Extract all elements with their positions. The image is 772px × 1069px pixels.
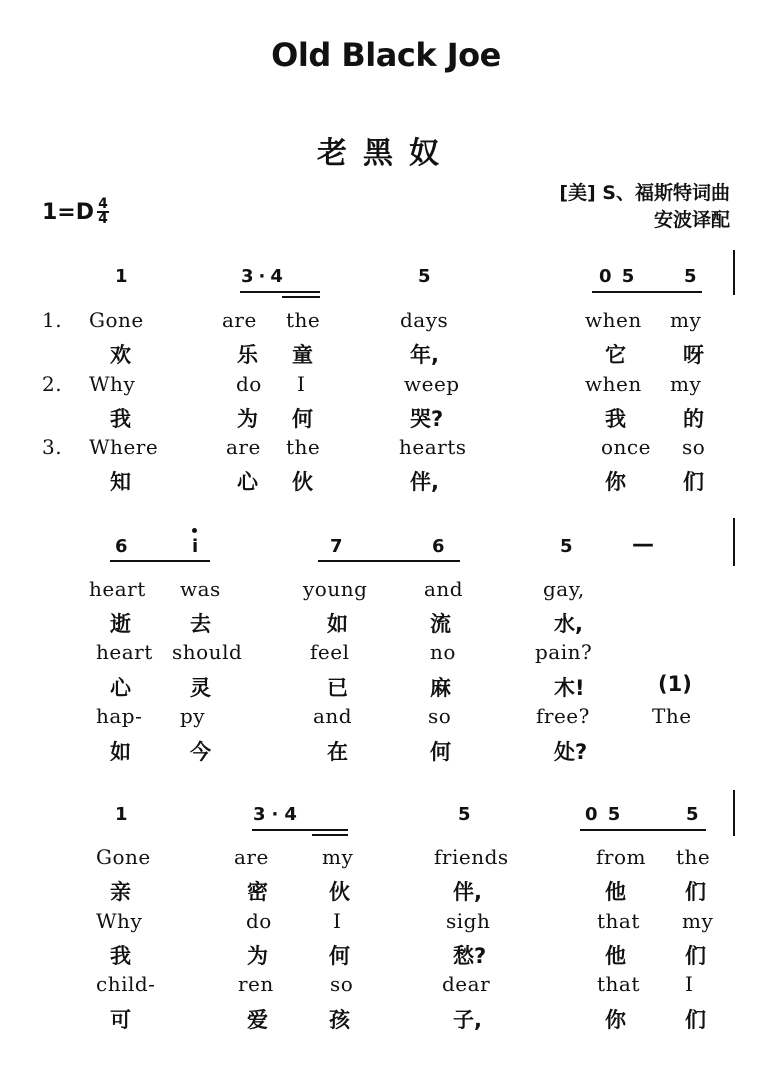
- underline: [580, 829, 706, 831]
- lyric-en: was: [180, 577, 221, 601]
- lyric-en: heart: [89, 577, 146, 601]
- lyric-en: gay,: [543, 577, 585, 601]
- lyric-zh: 如: [327, 612, 348, 636]
- lyric-en: I: [333, 909, 342, 933]
- lyric-zh: 何: [329, 944, 350, 968]
- lyric-en: the: [676, 845, 711, 869]
- lyric-en: The: [652, 704, 692, 728]
- dash: —: [632, 532, 652, 557]
- lyric-zh: 年,: [410, 343, 439, 367]
- lyric-zh: 你: [605, 470, 626, 494]
- lyric-en: are: [222, 308, 257, 332]
- lyric-zh: 何: [292, 407, 313, 431]
- note: 5: [560, 536, 573, 557]
- lyric-en: are: [226, 435, 261, 459]
- barline: [733, 518, 735, 566]
- note: 5: [458, 804, 471, 825]
- lyric-en: no: [430, 640, 456, 664]
- lyric-zh: 逝: [110, 612, 131, 636]
- key-signature: [42, 198, 109, 226]
- lyric-zh: 呀: [683, 343, 704, 367]
- lyric-en: Gone: [96, 845, 151, 869]
- lyric-zh: 今: [190, 740, 211, 764]
- lyric-en: the: [286, 308, 321, 332]
- lyric-zh: 木!: [554, 676, 585, 700]
- lyric-en: that: [597, 909, 640, 933]
- lyric-zh: 已: [327, 676, 348, 700]
- lyric-en: dear: [442, 972, 491, 996]
- lyric-en: my: [670, 308, 702, 332]
- lyric-en: so: [428, 704, 452, 728]
- underline: [312, 834, 348, 836]
- high-octave-dot: [192, 528, 197, 533]
- note: 5: [418, 266, 431, 287]
- lyric-en: Why: [89, 372, 136, 396]
- underline: [110, 560, 210, 562]
- lyric-zh: 孩: [329, 1008, 350, 1032]
- lyric-zh: 处?: [554, 740, 588, 764]
- lyric-zh: 伙: [329, 880, 350, 904]
- verse-number: 2.: [42, 372, 63, 396]
- key-label: 1=D: [42, 199, 95, 225]
- lyric-zh: 的: [683, 407, 704, 431]
- credits: [559, 180, 730, 234]
- lyric-zh: 在: [327, 740, 348, 764]
- lyric-zh: 你: [605, 1008, 626, 1032]
- lyric-en: heart: [96, 640, 153, 664]
- lyric-zh: 心: [110, 676, 131, 700]
- composer-credit: [美] S、福斯特词曲: [559, 182, 730, 204]
- lyric-en: from: [596, 845, 646, 869]
- lyric-en: weep: [404, 372, 460, 396]
- lyric-zh: 子,: [453, 1008, 482, 1032]
- lyric-zh: 何: [430, 740, 451, 764]
- lyric-en: and: [424, 577, 464, 601]
- note: 1: [115, 804, 128, 825]
- lyric-en: free?: [536, 704, 590, 728]
- lyric-zh: 去: [190, 612, 211, 636]
- lyric-en: days: [400, 308, 449, 332]
- lyric-zh: 哭?: [410, 407, 444, 431]
- lyric-en: when: [585, 372, 642, 396]
- lyric-en: and: [313, 704, 353, 728]
- lyric-zh: 爱: [247, 1008, 268, 1032]
- verse-number: 1.: [42, 308, 63, 332]
- lyric-zh: 可: [110, 1008, 131, 1032]
- lyric-zh: 伙: [292, 470, 313, 494]
- lyric-zh: 密: [247, 880, 268, 904]
- note: 3·4: [241, 266, 288, 287]
- note: 1: [115, 266, 128, 287]
- lyric-zh: 欢: [110, 343, 131, 367]
- lyric-zh: 们: [685, 944, 706, 968]
- time-denominator: 4: [98, 211, 108, 227]
- underline: [318, 560, 460, 562]
- lyric-zh: 伴,: [410, 470, 439, 494]
- lyric-en: do: [246, 909, 272, 933]
- underline: [252, 829, 348, 831]
- lyric-en: Where: [89, 435, 159, 459]
- lyric-en: my: [322, 845, 354, 869]
- lyric-en: hearts: [399, 435, 467, 459]
- lyric-en: Gone: [89, 308, 144, 332]
- lyric-zh: 我: [110, 944, 131, 968]
- lyric-zh: 为: [237, 407, 258, 431]
- lyric-en: the: [286, 435, 321, 459]
- lyric-en: so: [682, 435, 706, 459]
- lyric-zh: 如: [110, 740, 131, 764]
- lyric-en: sigh: [446, 909, 491, 933]
- lyric-zh: 我: [605, 407, 626, 431]
- lyric-zh: 童: [292, 343, 313, 367]
- lyric-zh: 知: [110, 470, 131, 494]
- page-title: Old Black Joe: [271, 36, 501, 74]
- note: 7: [330, 536, 343, 557]
- lyric-zh: 流: [430, 612, 451, 636]
- verse-number: 3.: [42, 435, 63, 459]
- lyric-en: Why: [96, 909, 143, 933]
- underline: [240, 291, 320, 293]
- underline: [592, 291, 702, 293]
- lyric-zh: 我: [110, 407, 131, 431]
- lyric-en: my: [670, 372, 702, 396]
- lyric-zh: 们: [685, 880, 706, 904]
- note: 5: [684, 266, 697, 287]
- lyric-en: that: [597, 972, 640, 996]
- lyric-zh: 他: [605, 880, 626, 904]
- time-signature: [97, 198, 109, 226]
- lyric-en: I: [685, 972, 694, 996]
- lyric-en: when: [585, 308, 642, 332]
- lyric-en: young: [303, 577, 368, 601]
- lyric-zh: 乐: [237, 343, 258, 367]
- note: 3·4: [253, 804, 303, 825]
- lyric-zh: 他: [605, 944, 626, 968]
- lyric-zh: 愁?: [453, 944, 487, 968]
- lyric-en: are: [234, 845, 269, 869]
- time-numerator: 4: [98, 196, 108, 212]
- lyric-zh: 水,: [554, 612, 583, 636]
- barline: [733, 790, 735, 836]
- note: 0 5: [599, 266, 637, 287]
- note: 6: [115, 536, 128, 557]
- lyric-zh: 麻: [430, 676, 451, 700]
- lyric-zh: 们: [685, 1008, 706, 1032]
- lyric-en: should: [172, 640, 243, 664]
- note: i: [192, 536, 199, 557]
- lyric-en: feel: [310, 640, 350, 664]
- lyric-en: child-: [96, 972, 156, 996]
- note: 0 5: [585, 804, 623, 825]
- chinese-title: 老黑奴: [317, 136, 455, 171]
- lyric-zh: 灵: [190, 676, 211, 700]
- lyric-en: hap-: [96, 704, 143, 728]
- lyric-en: my: [682, 909, 714, 933]
- translator-credit: 安波译配: [653, 209, 730, 231]
- lyric-zh: 们: [683, 470, 704, 494]
- note: 5: [686, 804, 699, 825]
- lyric-zh: 它: [605, 343, 626, 367]
- lyric-zh: 为: [247, 944, 268, 968]
- lyric-zh: 亲: [110, 880, 131, 904]
- lyric-en: do: [236, 372, 262, 396]
- lyric-en: once: [601, 435, 651, 459]
- underline: [282, 296, 320, 298]
- refrain-marker: (1): [658, 672, 692, 696]
- lyric-zh: 伴,: [453, 880, 482, 904]
- note: 6: [432, 536, 445, 557]
- lyric-en: pain?: [535, 640, 593, 664]
- barline: [733, 250, 735, 295]
- lyric-en: friends: [434, 845, 509, 869]
- lyric-en: I: [297, 372, 306, 396]
- lyric-en: py: [180, 704, 206, 728]
- lyric-en: ren: [238, 972, 274, 996]
- lyric-en: so: [330, 972, 354, 996]
- lyric-zh: 心: [237, 470, 258, 494]
